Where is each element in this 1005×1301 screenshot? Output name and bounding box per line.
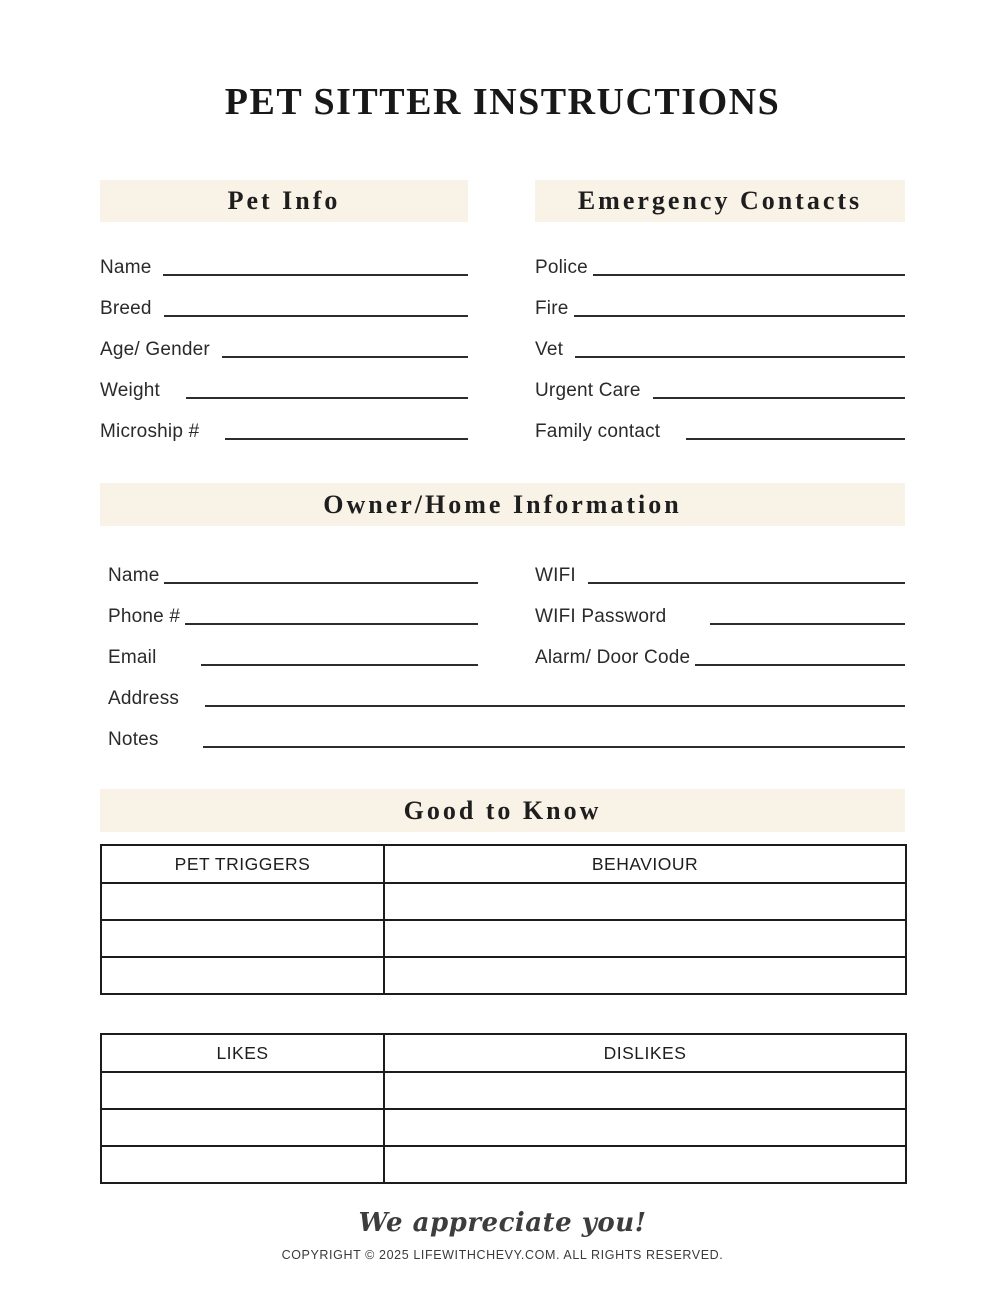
empty-cell <box>384 957 906 994</box>
field-police <box>535 238 905 279</box>
field-fire <box>535 279 905 320</box>
write-line <box>222 356 468 358</box>
appreciation-script-text: We appreciate you! <box>358 1208 647 1238</box>
write-line <box>185 623 478 625</box>
likes-dislikes-table <box>100 1033 907 1184</box>
pet-info-section <box>100 180 468 443</box>
write-line <box>163 274 468 276</box>
owner-home-section <box>100 483 905 751</box>
write-line <box>588 582 905 584</box>
page-title: PET SITTER INSTRUCTIONS <box>224 81 781 123</box>
col-header-likes: LIKES <box>101 1034 384 1072</box>
table-row <box>101 920 906 957</box>
field-owner-address <box>108 669 905 710</box>
owner-columns <box>100 546 905 669</box>
field-label: Name <box>108 565 160 587</box>
field-pet-breed <box>100 279 468 320</box>
field-wifi-password <box>535 587 905 628</box>
write-line <box>686 438 905 440</box>
good-to-know-header: Good to Know <box>100 789 905 832</box>
field-label: Notes <box>108 729 159 751</box>
empty-cell <box>384 1072 906 1109</box>
empty-cell <box>101 1109 384 1146</box>
empty-cell <box>101 883 384 920</box>
field-label: Microship # <box>100 421 200 443</box>
field-urgent-care <box>535 361 905 402</box>
field-pet-age-gender <box>100 320 468 361</box>
field-owner-email <box>108 628 478 669</box>
table-row <box>101 1109 906 1146</box>
field-label: Urgent Care <box>535 380 641 402</box>
field-label: Police <box>535 257 588 279</box>
table-row <box>101 957 906 994</box>
field-pet-microship <box>100 402 468 443</box>
empty-cell <box>101 1146 384 1183</box>
field-label: Vet <box>535 339 564 361</box>
write-line <box>205 705 905 707</box>
field-label: WIFI <box>535 565 576 587</box>
table-row <box>101 883 906 920</box>
field-label: Fire <box>535 298 569 320</box>
top-columns <box>100 180 905 443</box>
empty-cell <box>384 883 906 920</box>
col-header-pet-triggers: PET TRIGGERS <box>101 845 384 883</box>
col-header-dislikes: DISLIKES <box>384 1034 906 1072</box>
pet-info-header: Pet Info <box>100 180 468 222</box>
write-line <box>201 664 478 666</box>
pet-info-fields <box>100 238 468 443</box>
write-line <box>164 315 468 317</box>
owner-left-fields <box>100 546 478 669</box>
table-row <box>101 1072 906 1109</box>
field-label: Family contact <box>535 421 661 443</box>
triggers-behaviour-table <box>100 844 907 995</box>
field-label: Breed <box>100 298 152 320</box>
write-line <box>653 397 905 399</box>
owner-right-fields <box>535 546 905 669</box>
write-line <box>710 623 905 625</box>
write-line <box>695 664 905 666</box>
write-line <box>225 438 468 440</box>
field-vet <box>535 320 905 361</box>
write-line <box>203 746 905 748</box>
field-label: Email <box>108 647 157 669</box>
write-line <box>186 397 468 399</box>
table-header-row <box>101 845 906 883</box>
field-label: Weight <box>100 380 160 402</box>
field-owner-name <box>108 546 478 587</box>
write-line <box>574 315 905 317</box>
empty-cell <box>101 957 384 994</box>
write-line <box>593 274 905 276</box>
write-line <box>575 356 905 358</box>
copyright-text: COPYRIGHT © 2025 LIFEWITHCHEVY.COM. ALL RIGHTS RESERVED. <box>281 1248 724 1262</box>
field-wifi <box>535 546 905 587</box>
empty-cell <box>384 1146 906 1183</box>
table-row <box>101 1146 906 1183</box>
field-owner-notes <box>108 710 905 751</box>
emergency-contacts-header: Emergency Contacts <box>535 180 905 222</box>
emergency-fields <box>535 238 905 443</box>
field-family-contact <box>535 402 905 443</box>
field-label: WIFI Password <box>535 606 667 628</box>
field-label: Phone # <box>108 606 181 628</box>
col-header-behaviour: BEHAVIOUR <box>384 845 906 883</box>
field-alarm-door-code <box>535 628 905 669</box>
empty-cell <box>384 1109 906 1146</box>
table-header-row <box>101 1034 906 1072</box>
owner-full-width-fields <box>100 669 905 751</box>
field-pet-weight <box>100 361 468 402</box>
empty-cell <box>101 920 384 957</box>
empty-cell <box>384 920 906 957</box>
field-label: Name <box>100 257 152 279</box>
field-label: Address <box>108 688 180 710</box>
field-pet-name <box>100 238 468 279</box>
field-label: Alarm/ Door Code <box>535 647 691 669</box>
good-to-know-section <box>100 789 905 1184</box>
field-label: Age/ Gender <box>100 339 210 361</box>
write-line <box>164 582 478 584</box>
empty-cell <box>101 1072 384 1109</box>
field-owner-phone <box>108 587 478 628</box>
owner-home-header: Owner/Home Information <box>100 483 905 526</box>
emergency-contacts-section <box>535 180 905 443</box>
